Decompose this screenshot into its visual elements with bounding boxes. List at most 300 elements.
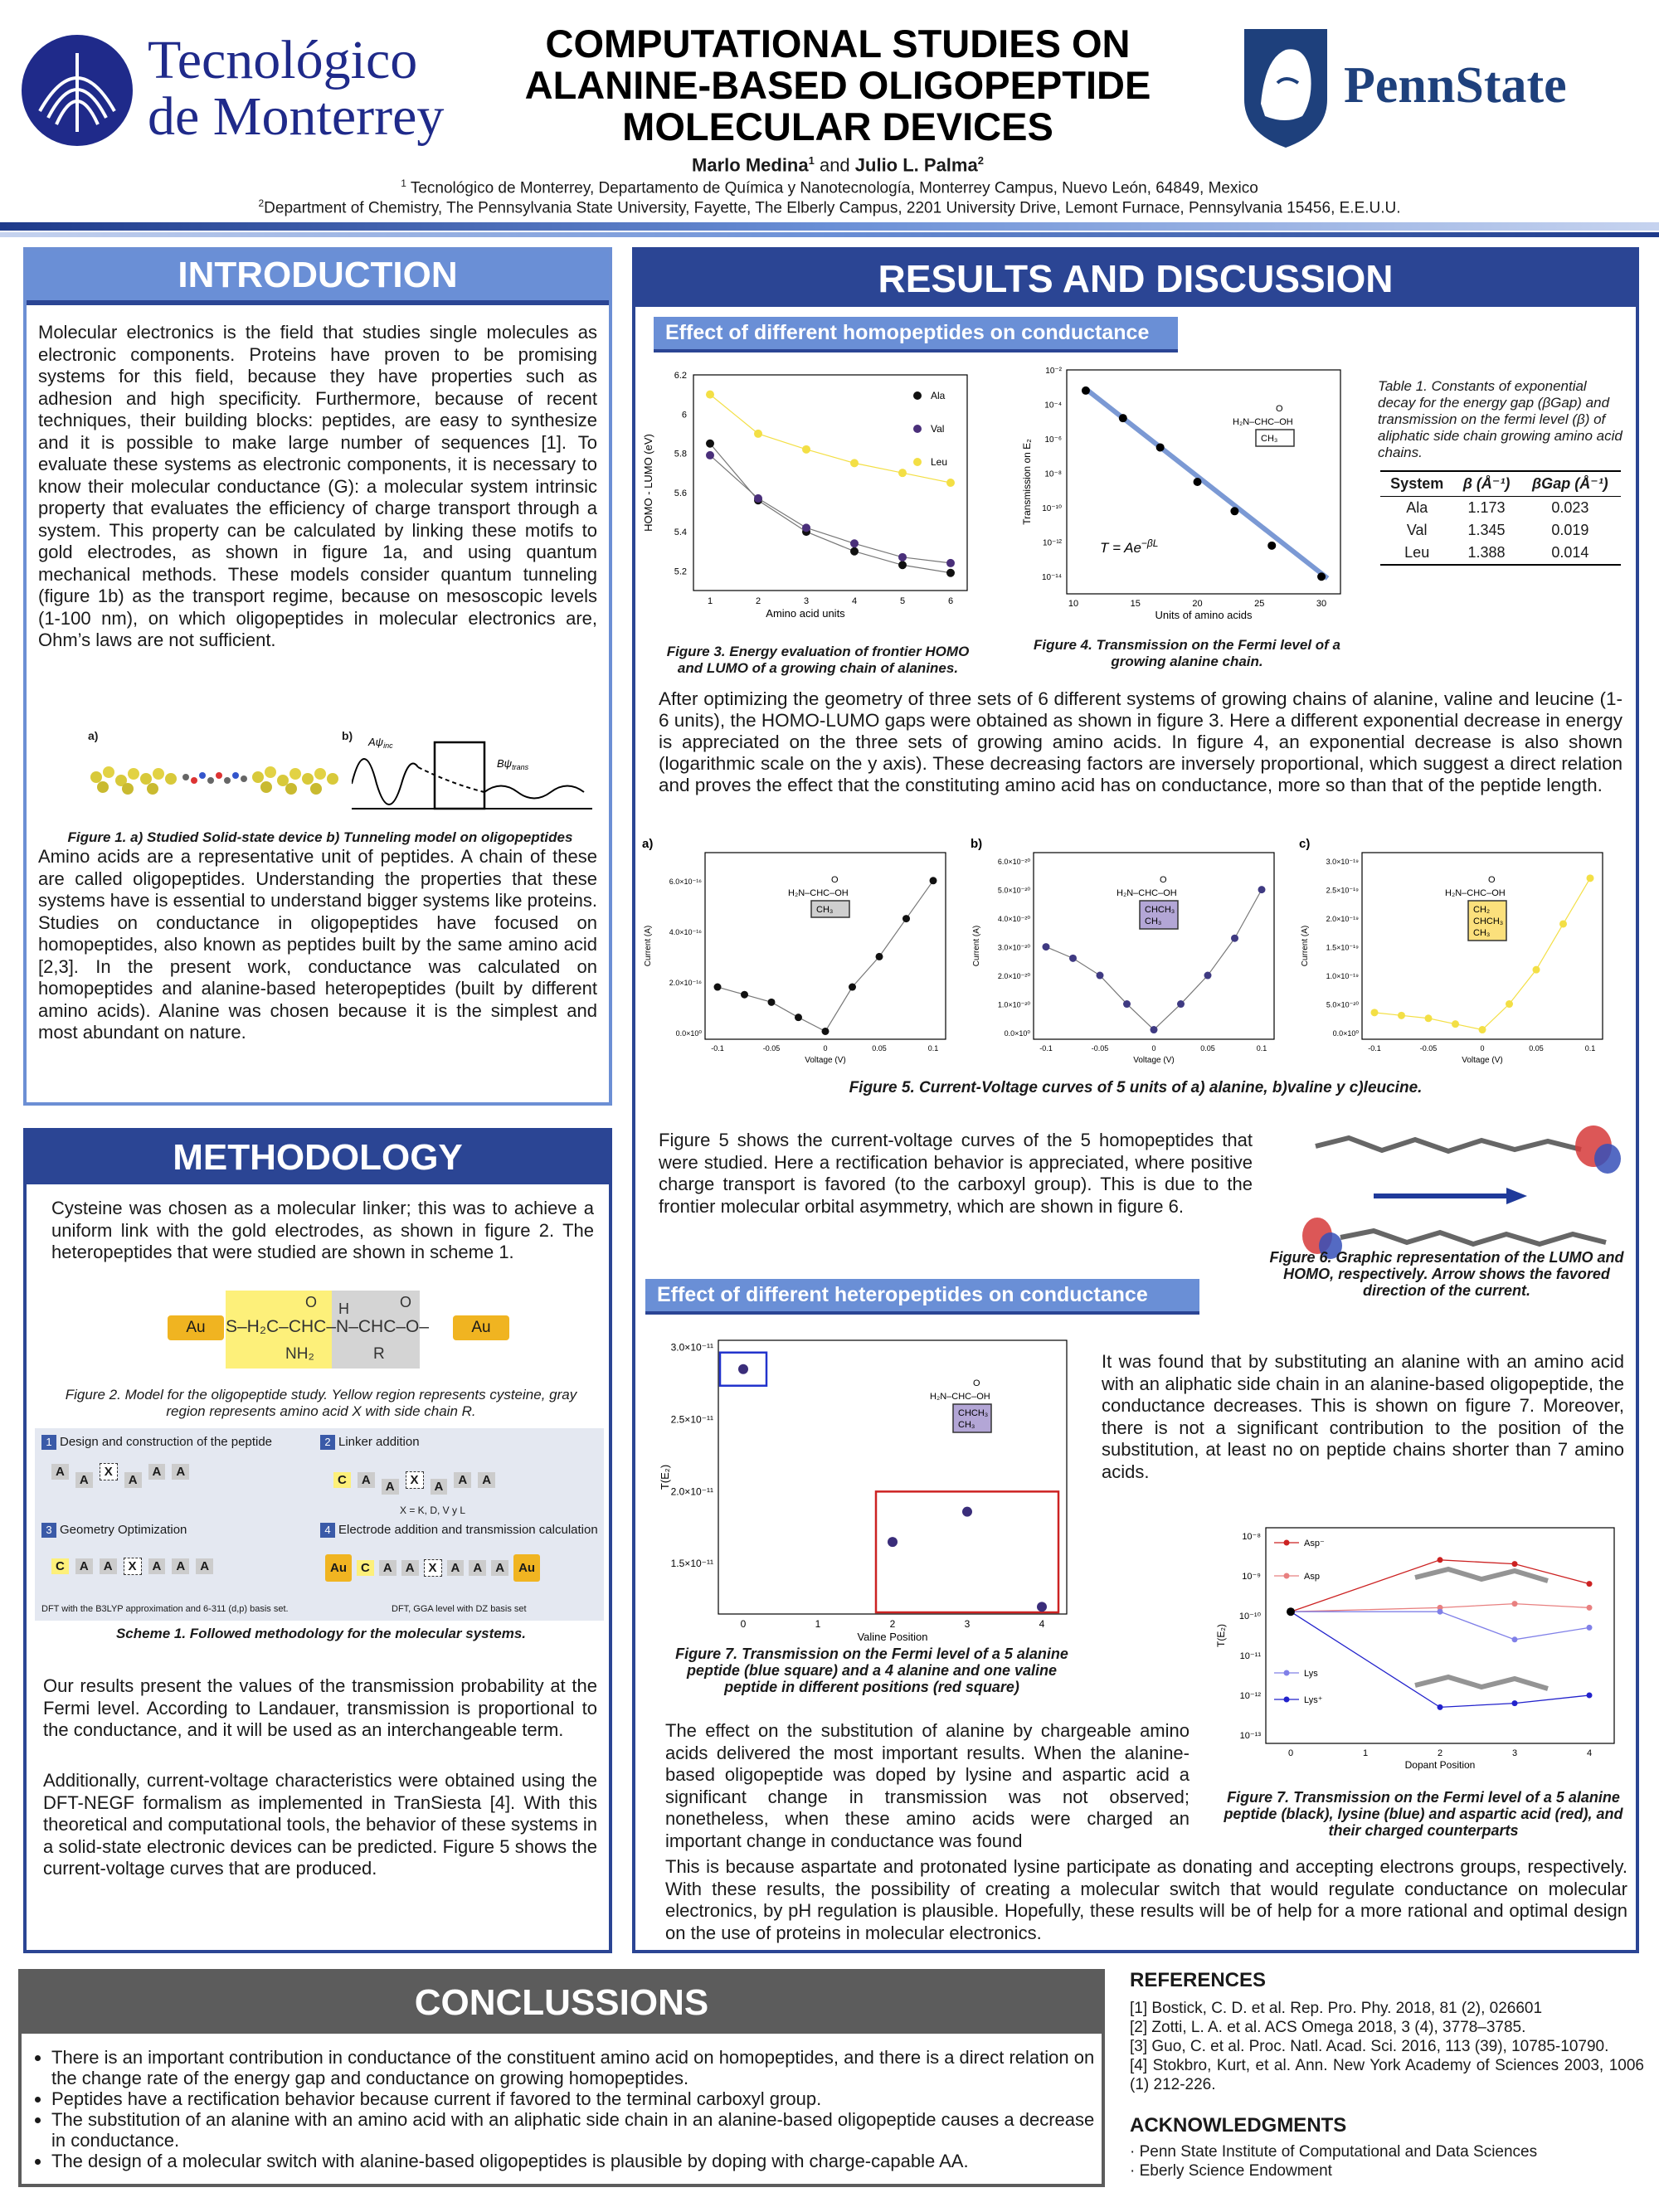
x-tick-label: -0.05 — [1091, 1044, 1109, 1053]
legend-label: Val — [931, 423, 945, 435]
s3-a5: A — [196, 1558, 213, 1574]
figure-7b-chart — [1199, 1519, 1631, 1835]
mol-sidechain-label: CH₃ — [1145, 916, 1162, 926]
fig3-caption: Figure 3. Energy evaluation of frontier HOMO and LUMO of a growing chain of alanines. — [666, 644, 970, 676]
data-point — [1506, 1000, 1513, 1008]
tec-emblem-icon — [15, 28, 139, 153]
s1-a3: A — [124, 1472, 142, 1488]
mol-sidechain-label: CHCH₃ — [1145, 905, 1175, 915]
mol-chain: H₂N–CHC–OH — [788, 888, 849, 898]
x-tick-label: 4 — [1586, 1748, 1593, 1758]
x-tick-label: 0.1 — [1584, 1044, 1596, 1053]
mol-sidechain-label: CH₃ — [958, 1420, 975, 1430]
data-point — [768, 999, 776, 1006]
scheme-step-3-label: Geometry Optimization — [60, 1523, 187, 1537]
y-tick-label: 6.2 — [674, 371, 687, 381]
mol-o: O — [831, 875, 839, 885]
data-point — [1267, 542, 1276, 550]
y-tick-label: 10⁻¹⁴ — [1041, 573, 1062, 583]
scheme-note-3: DFT with the B3LYP approximation and 6-311 (d,p) basis set. — [41, 1604, 289, 1614]
y-tick-label: 5.4 — [674, 527, 687, 538]
list-item: • There is an important contribution in conductance of the constituent amino acid on homopeptides, and there is a direct relation on the change rate of the energy gap and conductance on growing homopeptides. — [51, 2047, 1095, 2088]
scheme-note-4: DFT, GGA level with DZ basis set — [392, 1604, 527, 1614]
x-tick-label: 0.05 — [1529, 1044, 1544, 1053]
y-tick-label: 10⁻⁹ — [1242, 1572, 1261, 1582]
legend-marker — [1284, 1573, 1290, 1579]
fig1b-tunneling — [352, 734, 592, 817]
data-point — [1177, 1000, 1185, 1008]
mol-o: O — [1488, 875, 1496, 885]
panel-letter: a) — [642, 837, 654, 851]
legend-marker — [913, 391, 922, 400]
s4-a2: A — [401, 1560, 419, 1576]
fig2-o-top: O — [305, 1294, 318, 1310]
legend-label: Leu — [931, 456, 948, 468]
mol-sidechain-label: CH₂ — [1473, 905, 1491, 915]
fig2-au-right: Au — [453, 1315, 509, 1340]
x-axis-label: Amino acid units — [766, 607, 845, 620]
y-tick-label: 2.0×10⁻¹¹ — [670, 1485, 713, 1498]
data-point — [714, 984, 722, 991]
fig4-caption: Figure 4. Transmission on the Fermi level of a growing alanine chain. — [1033, 637, 1340, 669]
y-axis-label: Current (A) — [644, 925, 653, 967]
methodology-panel — [23, 1128, 612, 1953]
y-tick-label: 1.0×10⁻²⁰ — [997, 1000, 1030, 1009]
data-point — [1317, 572, 1326, 581]
data-point — [1512, 1636, 1518, 1642]
s2-a2: A — [382, 1479, 399, 1495]
x-tick-label: 0.1 — [927, 1044, 939, 1053]
data-point — [898, 561, 907, 569]
y-tick-label: 10⁻¹² — [1239, 1691, 1261, 1701]
y-axis-label: Current (A) — [1301, 925, 1310, 967]
tec-logo-text-2: de Monterrey — [148, 86, 445, 147]
intro-panel — [23, 247, 612, 1106]
data-point — [1533, 966, 1540, 974]
scheme-num-4: 4 — [320, 1523, 335, 1538]
s4-a1: A — [379, 1560, 397, 1576]
title-line-3: MOLECULAR DEVICES — [622, 105, 1053, 148]
y-tick-label: 10⁻⁸ — [1242, 1532, 1261, 1542]
table-head — [1380, 471, 1621, 497]
y-tick-label: 3.0×10⁻¹¹ — [670, 1341, 713, 1354]
fig1b-psi-trans: $B\psi_{trans}$ — [497, 757, 529, 771]
x-axis-label: Units of amino acids — [1155, 609, 1253, 621]
scheme-row-4 — [325, 1554, 540, 1582]
cell: 0.023 — [1551, 499, 1589, 516]
y-tick-label: 10⁻⁴ — [1044, 401, 1062, 411]
s4-a5: A — [491, 1560, 508, 1576]
author-and: and — [814, 154, 855, 176]
figure-4-chart — [1017, 358, 1357, 632]
series-line — [1291, 1560, 1589, 1612]
data-point — [1438, 1609, 1443, 1615]
scheme-num-1: 1 — [41, 1435, 56, 1450]
s3-c: C — [51, 1558, 69, 1574]
molecule-sketch-top — [1415, 1569, 1548, 1581]
s4-x: X — [424, 1559, 442, 1577]
x-axis-label: Valine Position — [857, 1631, 928, 1643]
ack-item: · Penn State Institute of Computational and Data Sciences — [1130, 2143, 1538, 2161]
data-point — [1231, 935, 1238, 942]
data-point — [1037, 1602, 1047, 1612]
fig5-caption: Figure 5. Current-Voltage curves of 5 units of a) alanine, b)valine y c)leucine. — [849, 1079, 1423, 1096]
x-tick-label: 3 — [964, 1618, 971, 1630]
fig2-au-left: Au — [168, 1315, 224, 1340]
fig7b-caption: Figure 7. Transmission on the Fermi level of a 5 alanine peptide (black), lysine (blue) and aspartic acid (red), and their charged counterparts — [1224, 1789, 1623, 1839]
legend-label: Asp⁻ — [1304, 1539, 1325, 1548]
fig2-caption: Figure 2. Model for the oligopeptide study. Yellow region represents cysteine, gray region represents amino acid X with side chain R. — [65, 1387, 577, 1419]
x-tick-label: 15 — [1130, 599, 1141, 609]
y-tick-label: 0.0×10⁰ — [675, 1029, 702, 1038]
y-tick-label: 10⁻¹⁰ — [1042, 504, 1062, 514]
y-axis-label: Transmission on E₂ — [1021, 439, 1033, 525]
y-tick-label: 5.0×10⁻²⁰ — [1326, 1000, 1359, 1009]
data-point — [1587, 874, 1594, 882]
fig1-caption: Figure 1. a) Studied Solid-state device b) Tunneling model on oligopeptides — [67, 829, 573, 845]
figure-1 — [38, 727, 602, 819]
scheme-row-3 — [51, 1558, 220, 1575]
intro-header — [27, 250, 609, 300]
tec-logo-text-1: Tecnológico — [148, 30, 418, 90]
scheme-num-2: 2 — [320, 1435, 335, 1450]
data-point — [1587, 1605, 1593, 1611]
series-line — [710, 455, 951, 563]
data-point — [946, 569, 955, 577]
references — [1130, 1969, 1644, 2180]
x-tick-label: 10 — [1068, 599, 1079, 609]
results-header — [635, 250, 1636, 307]
logo-pennstate — [1240, 25, 1647, 149]
data-point — [1438, 1704, 1443, 1710]
reference-item: [4] Stokbro, Kurt, et al. Ann. New York Academy of Sciences 2003, 1006 (1) 212-226. — [1130, 2057, 1644, 2093]
x-tick-label: 4 — [1039, 1618, 1045, 1630]
header-band-1 — [0, 222, 1659, 231]
x-tick-label: 2 — [1437, 1748, 1443, 1758]
data-point — [1082, 386, 1090, 395]
method-p2: Our results present the values of the transmission probability at the Fermi level. According to Landauer, transmission is proportional to the conductance, and it will be used as an interchangeable term. — [43, 1675, 597, 1740]
data-point — [850, 547, 859, 556]
data-point — [849, 984, 856, 991]
data-point — [1512, 1601, 1518, 1607]
x-tick-label: -0.1 — [1368, 1044, 1381, 1053]
data-point — [802, 445, 810, 454]
plot-frame — [718, 1340, 1067, 1614]
author-1: Marlo Medina — [692, 154, 809, 176]
s4-au2: Au — [513, 1554, 540, 1582]
data-point — [1587, 1625, 1593, 1631]
x-tick-label: 0.05 — [1200, 1044, 1215, 1053]
x-tick-label: 0 — [1151, 1044, 1156, 1053]
figure-5c-chart — [1296, 836, 1623, 1077]
s3-a2: A — [100, 1558, 117, 1574]
cell: 1.345 — [1467, 522, 1506, 538]
x-tick-label: 4 — [851, 596, 858, 606]
y-tick-label: 2.0×10⁻¹⁹ — [1326, 915, 1359, 924]
mol-o: O — [1276, 404, 1283, 414]
data-point — [1512, 1700, 1518, 1706]
reference-point — [1287, 1607, 1295, 1616]
data-point — [738, 1364, 748, 1374]
y-tick-label: 4.0×10⁻¹⁶ — [669, 927, 702, 936]
mol-sidechain-label: CHCH₃ — [958, 1408, 989, 1418]
data-point — [1123, 1000, 1131, 1008]
s1-x: X — [100, 1463, 118, 1480]
legend-label: Asp — [1304, 1572, 1320, 1582]
list-item: • The design of a molecular switch with alanine-based oligopeptides is plausible by doping with charge-capable AA. — [51, 2151, 1095, 2171]
legend-marker — [1284, 1670, 1290, 1676]
figure-5a-chart — [639, 836, 966, 1077]
data-point — [898, 553, 907, 562]
data-point — [876, 953, 883, 960]
series-line — [1291, 1612, 1589, 1707]
references-title: REFERENCES — [1130, 1969, 1267, 1991]
y-tick-label: 10⁻¹² — [1042, 538, 1062, 548]
legend-marker — [1284, 1697, 1290, 1703]
y-tick-label: 5.2 — [674, 566, 687, 577]
series-line — [710, 395, 951, 483]
x-tick-label: 0.05 — [872, 1044, 887, 1053]
y-tick-label: 1.5×10⁻¹¹ — [670, 1558, 713, 1570]
x-axis-label: Voltage (V) — [805, 1056, 846, 1065]
y-axis-label: T(E₂) — [659, 1464, 671, 1490]
conclusions-title: CONCLUSSIONS — [414, 1982, 709, 2023]
data-point — [898, 469, 907, 477]
data-point — [822, 1028, 830, 1035]
fig2-r: R — [373, 1345, 385, 1363]
y-tick-label: 5.0×10⁻²⁰ — [997, 886, 1030, 895]
y-tick-label: 2.5×10⁻¹¹ — [670, 1413, 713, 1426]
y-tick-label: 0.0×10⁰ — [1004, 1029, 1030, 1038]
reference-item: [2] Zotti, L. A. et al. ACS Omega 2018, 3 (4), 3778–3785. — [1130, 2019, 1526, 2036]
conclusions-panel — [18, 1969, 1105, 2187]
data-point — [850, 459, 859, 467]
fig2-nh2: NH₂ — [285, 1345, 314, 1363]
affil-2-sup: 2 — [258, 197, 265, 209]
x-tick-label: 0 — [1480, 1044, 1485, 1053]
mol-sidechain-label: CH₃ — [1261, 434, 1278, 444]
table-1-caption: Table 1. Constants of exponential decay for the energy gap (βGap) and transmission on the fermi level (β) of aliphatic side chain growing amino acid chains. — [1378, 378, 1623, 460]
data-point — [1230, 507, 1238, 515]
data-point — [1043, 943, 1050, 950]
ack-title: ACKNOWLEDGMENTS — [1130, 2114, 1347, 2137]
ack-item: · Eberly Science Endowment — [1130, 2162, 1332, 2180]
data-point — [706, 391, 714, 399]
panel-letter: b) — [971, 837, 983, 851]
fig1a-device — [88, 744, 345, 810]
results-p4: The effect on the substitution of alanine by chargeable amino acids delivered the most important results. When the alanine-based oligopeptide was doped by lysine and aspartic acid a significant change in transmission was not observed; nonetheless, when these amino acids were charged an important change in conductance was found — [665, 1720, 1190, 1851]
scheme-1 — [35, 1428, 604, 1621]
subheading-heteropeptides: Effect of different heteropeptides on conductance — [645, 1279, 1199, 1315]
data-point — [1438, 1557, 1443, 1563]
y-axis-label: T(E₂) — [1215, 1624, 1227, 1647]
plot-frame — [1034, 853, 1274, 1039]
subheading-homopeptides: Effect of different homopeptides on conductance — [654, 317, 1178, 352]
table-1 — [1380, 470, 1621, 566]
y-tick-label: 1.5×10⁻¹⁹ — [1326, 943, 1359, 952]
y-axis-label: Current (A) — [972, 925, 981, 967]
y-tick-label: 5.8 — [674, 449, 687, 459]
affiliation-1 — [166, 177, 1493, 197]
cell: Val — [1406, 522, 1428, 538]
cell: 0.014 — [1551, 544, 1589, 561]
data-point — [795, 1014, 802, 1021]
list-item: • The substitution of an alanine with an amino acid with an aliphatic side chain in an alanine-based oligopeptide causes a decrease in conductance. — [51, 2109, 1095, 2151]
data-point — [1151, 1026, 1158, 1033]
method-title: METHODOLOGY — [173, 1137, 463, 1178]
conclusions-header — [22, 1972, 1102, 2034]
x-tick-label: 0.1 — [1256, 1044, 1267, 1053]
mol-chain: H₂N–CHC–OH — [1117, 888, 1177, 898]
table-row — [1380, 542, 1621, 565]
y-tick-label: 1.0×10⁻¹⁹ — [1326, 972, 1359, 981]
results-title: RESULTS AND DISCUSSION — [878, 257, 1394, 300]
data-point — [946, 559, 955, 567]
peptide-molecule — [182, 772, 247, 784]
x-tick-label: -0.1 — [711, 1044, 724, 1053]
y-tick-label: 10⁻² — [1045, 367, 1062, 376]
data-point — [1452, 1020, 1459, 1028]
mol-sidechain-label: CH₃ — [816, 905, 834, 915]
legend-marker — [1284, 1540, 1290, 1546]
x-tick-label: 6 — [947, 596, 954, 606]
reference-item: [1] Bostick, C. D. et al. Rep. Pro. Phy. 2018, 81 (2), 026601 — [1130, 2000, 1543, 2017]
scheme-step-2-label: Linker addition — [338, 1435, 420, 1449]
data-point — [1512, 1561, 1518, 1567]
s4-a4: A — [469, 1560, 486, 1576]
s4-a3: A — [447, 1560, 465, 1576]
title-line-1: COMPUTATIONAL STUDIES ON — [545, 22, 1131, 66]
pennstate-logo-text: PennState — [1344, 57, 1567, 114]
method-header — [27, 1131, 609, 1184]
x-tick-label: 25 — [1254, 599, 1265, 609]
x-tick-label: 0 — [823, 1044, 828, 1053]
intro-title: INTRODUCTION — [178, 255, 458, 295]
affiliation-2 — [83, 197, 1576, 217]
author-1-sup: 1 — [808, 154, 815, 167]
plot-frame — [693, 375, 967, 591]
y-tick-label: 3.0×10⁻¹⁹ — [1326, 858, 1359, 867]
data-point — [802, 523, 810, 532]
data-point — [1097, 972, 1104, 980]
y-tick-label: 6 — [681, 410, 687, 421]
results-panel — [632, 247, 1639, 1953]
cell: 1.388 — [1467, 544, 1506, 561]
data-point — [1587, 1581, 1593, 1587]
x-tick-label: 1 — [707, 596, 713, 606]
x-tick-label: -0.05 — [1419, 1044, 1438, 1053]
figure-3-chart — [635, 358, 984, 632]
mol-sidechain-label: CH₃ — [1473, 928, 1491, 938]
scheme-step-2 — [320, 1435, 420, 1450]
lumo-orbital — [1316, 1125, 1621, 1174]
data-point — [902, 915, 910, 922]
data-point — [930, 877, 937, 884]
y-tick-label: 3.0×10⁻²⁰ — [997, 943, 1030, 952]
y-tick-label: 10⁻¹⁰ — [1238, 1612, 1261, 1621]
y-tick-label: 0.0×10⁰ — [1332, 1029, 1359, 1038]
s1-a1: A — [51, 1464, 69, 1480]
scheme-step-3 — [41, 1523, 187, 1538]
y-tick-label: 6.0×10⁻²⁰ — [997, 858, 1030, 867]
legend-label: Lys — [1304, 1669, 1318, 1679]
legend-marker — [913, 458, 922, 466]
s2-c: C — [333, 1472, 351, 1488]
intro-p2: Amino acids are a representative unit of peptides. A chain of these are called oligopeptides. Understanding the properties that these systems have is essential to understand bigger systems like proteins. Studies on conductance in oligopeptides have focused on homopeptides, also known as peptides built by the same amino acid [2,3]. In the present work, conductance was calculated on homopeptides and alanine-based heteropeptides (built by different amino acids). Alanine was chosen because it is the simplest and most abundant on nature. — [38, 846, 597, 1043]
y-tick-label: 10⁻⁸ — [1044, 469, 1062, 479]
data-point — [1119, 414, 1127, 422]
electrode-left — [90, 766, 177, 795]
scheme-step-4-label: Electrode addition and transmission calculation — [338, 1523, 598, 1537]
figure-7a-chart — [635, 1327, 1083, 1659]
cell: Leu — [1404, 544, 1430, 561]
mol-chain: H₂N–CHC–OH — [1233, 417, 1293, 427]
affil-1-sup: 1 — [401, 177, 406, 189]
header-band-2 — [0, 232, 1659, 237]
x-tick-label: 1 — [1362, 1748, 1369, 1758]
intro-header-rule — [27, 300, 609, 305]
method-p3: Additionally, current-voltage characteristics were obtained using the DFT-NEGF formalism as implemented in TranSiesta [4]. With this theoretical and computational tools, the behavior of these systems in a solid-state electronic devices can be predicted. Figure 5 shows the current-voltage curves that are produced. — [43, 1770, 597, 1879]
s2-a4: A — [454, 1472, 471, 1488]
reference-item: [3] Guo, C. et al. Proc. Natl. Acad. Sci. 2016, 113 (39), 10785-10790. — [1130, 2038, 1609, 2055]
s4-au1: Au — [325, 1554, 352, 1582]
data-point — [1258, 886, 1266, 893]
authors — [498, 154, 1178, 176]
s3-a3: A — [148, 1558, 166, 1574]
th-system: System — [1390, 475, 1444, 492]
x-tick-label: -0.05 — [762, 1044, 781, 1053]
data-point — [706, 451, 714, 459]
panel-letter: c) — [1299, 837, 1311, 851]
fig1b-psi-inc: $A\psi_{inc}$ — [368, 736, 393, 750]
fig1-label-a: a) — [88, 729, 99, 742]
fig2-o-top-2: O — [400, 1294, 412, 1310]
x-axis-label: Dopant Position — [1404, 1759, 1476, 1771]
s2-a5: A — [478, 1472, 495, 1488]
s1-a4: A — [148, 1464, 166, 1480]
fig6-caption: Figure 6. Graphic representation of the LUMO and HOMO, respectively. Arrow shows the favored direction of the current. — [1269, 1249, 1624, 1299]
y-tick-label: 10⁻⁶ — [1044, 435, 1062, 445]
data-point — [1204, 972, 1212, 980]
scheme-num-3: 3 — [41, 1523, 56, 1538]
results-p1: After optimizing the geometry of three sets of 6 different systems of growing chains of alanine, valine and leucine (1-6 units), the HOMO-LUMO gaps were obtained as shown in figure 3. Here a different exponential decrease in energy is appreciated on the three sets of growing amino acids. In figure 4, an exponential decrease is also shown (logarithmic scale on the y axis). These decreasing factors are inversely proportional, which suggest a direct relation and proves the effect that the constituting amino acid has on conductance, more so than that of the peptide length. — [659, 688, 1623, 795]
data-point — [754, 430, 762, 438]
x-tick-label: 0 — [1287, 1748, 1294, 1758]
s1-a5: A — [172, 1464, 189, 1480]
intro-p1: Molecular electronics is the field that studies single molecules as electronic components. Proteins have proven to be promising systems for this field, because they have properties such as adhesion and high specificity. Furthermore, because of recent techniques, their building blocks: peptides, are easy to synthesize and it is possible to make large number of sequences [1]. To evaluate these systems as electronic components, it is necessary to know their molecular conductance (G): a molecular system intrinsic property that evaluates the efficiency of charge transport through a system. This property can be calculated by linking these motifs to gold electrodes, as shown in figure 1a, and using quantum mechanical methods. These models consider quantum tunneling (figure 1b) as the transport regime, because on mesoscopic levels (1-100 nm), on which oligopeptides in molecular electronics are, Ohm’s laws are not sufficient. — [38, 322, 597, 650]
table-body — [1380, 497, 1621, 566]
current-direction-arrow-icon — [1506, 1188, 1527, 1204]
affil-2-text: Department of Chemistry, The Pennsylvania State University, Fayette, The Elberly Campus, 2201 University Drive, Lemont Furnace, Pennsylvania 15456, E.E.U.U. — [264, 199, 1401, 217]
legend-label: Ala — [931, 390, 946, 401]
th-beta: β (Å⁻¹) — [1462, 475, 1511, 492]
x-tick-label: 3 — [803, 596, 810, 606]
plot-frame — [705, 853, 946, 1039]
y-tick-label: 6.0×10⁻¹⁶ — [669, 877, 702, 886]
fig1-label-b: b) — [342, 729, 353, 742]
x-tick-label: 5 — [899, 596, 906, 606]
y-axis-label: HOMO - LUMO (eV) — [642, 434, 654, 532]
x-tick-label: 0 — [740, 1618, 747, 1630]
legend-label: Lys⁺ — [1304, 1695, 1323, 1705]
cell: Ala — [1406, 499, 1428, 516]
s2-a1: A — [358, 1472, 375, 1488]
scheme-row-2 — [333, 1471, 502, 1494]
fig2-h-top: H — [338, 1300, 349, 1317]
pennstate-shield-icon — [1240, 25, 1331, 149]
mol-o: O — [973, 1378, 980, 1388]
th-beta-gap: βGap (Å⁻¹) — [1532, 475, 1608, 492]
